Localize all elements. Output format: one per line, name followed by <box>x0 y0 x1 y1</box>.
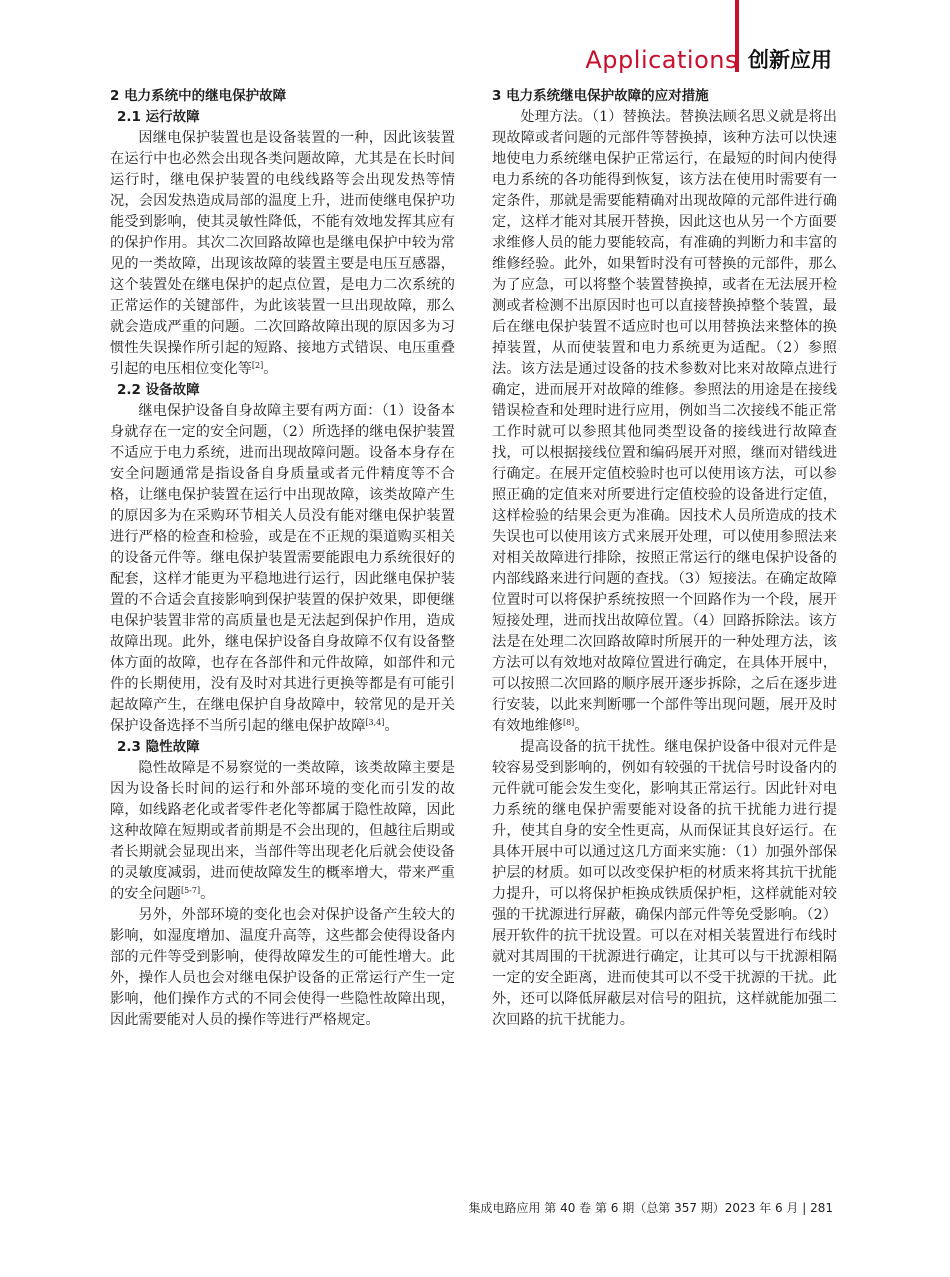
section-2-3-paragraph-1 <box>110 758 455 905</box>
citation: [2] <box>251 361 264 370</box>
header-chinese-title: 创新应用 <box>748 48 832 72</box>
page-footer: 集成电路应用 第 40 卷 第 6 期（总第 357 期）2023 年 6 月 | 281 <box>468 1201 833 1215</box>
left-column <box>110 86 455 1031</box>
section-3-paragraph-2: 提高设备的抗干扰性。继电保护设备中很对元件是较容易受到影响的，例如有较强的干扰信号时设备内的元件就可能会发生变化，影响其正常运行。因此针对电力系统的继电保护需要能对设备的抗干扰能力进行提升，使其自身的安全性更高，从而保证其良好运行。在具体开展中可以通过这几方面来实施：（1）加强外部保护层的材质。如可以改变保护柜的材质来将其抗干扰能力提升，可以将保护柜换成铁质保护柜，这样就能对较强的干扰源进行屏蔽，确保内部元件等免受影响。（2）展开软件的抗干扰设置。可以在对相关装置进行布线时就对其周围的干扰源进行确定，让其可以与干扰源相隔一定的安全距离，进而使其可以不受干扰源的干扰。此外，还可以降低屏蔽层对信号的阻抗，这样就能加强二次回路的抗干扰能力。 <box>492 739 837 1028</box>
section-2-2-paragraph <box>110 401 455 737</box>
section-2-3-paragraph-2: 另外，外部环境的变化也会对保护设备产生较大的影响，如湿度增加、温度升高等，这些都会使得设备内部的元件等受到影响，使得故障发生的可能性增大。此外，操作人员也会对继电保护设备的正常运行产生一定影响，他们操作方式的不同会使得一些隐性故障出现，因此需要能对人员的操作等进行严格规定。 <box>110 907 455 1028</box>
paragraph-end: 。 <box>263 361 278 377</box>
paragraph-text: 处理方法。（1）替换法。替换法顾名思义就是将出现故障或者问题的元部件等替换掉，该种方法可以快速地使电力系统继电保护正常运行，在最短的时间内使得电力系统的各功能得到恢复，该方法在使用时需要有一定条件，那就是需要能精确对出现故障的元部件进行确定，这样才能对其展开替换，因此这也从另一个方面要求维修人员的能力要能较高，有准确的判断力和丰富的维修经验。此外，如果暂时没有可替换的元部件，那么为了应急，可以将整个装置替换掉，或者在无法展开检测或者检测不出原因时也可以直接替换掉整个装置，最后在继电保护装置不适应时也可以用替换法来整体的换掉装置，从而使装置和电力系统更为适配。（2）参照法。该方法是通过设备的技术参数对比来对故障点进行确定，进而展开对故障的维修。参照法的用途是在接线错误检查和处理时进行应用，例如当二次接线不能正常工作时就可以参照其他同类型设备的接线进行故障查找，可以根据接线位置和编码展开对照，继而对错线进行确定。在展开定值校验时也可以使用该方法，可以参照正确的定值来对所要进行定值校验的设备进行定值，这样检验的结果会更为准确。因技术人员所造成的技术失误也可以使用该方式来展开处理，可以使用参照法来对相关故障进行排除，按照正常运行的继电保护设备的内部线路来进行问题的查找。（3）短接法。在确定故障位置时可以将保护系统按照一个回路作为一个段，展开短接处理，进而找出故障位置。（4）回路拆除法。该方法是在处理二次回路故障时所展开的一种处理方法，该方法可以有效地对故障位置进行确定，在具体开展中，可以按照二次回路的顺序展开逐步拆除，之后在逐步进行安装，以此来判断哪一个部件等出现问题，展开及时有效地维修 <box>492 109 837 734</box>
paragraph-end: 。 <box>574 718 589 734</box>
right-column <box>492 86 837 1031</box>
section-2-title: 2 电力系统中的继电保护故障 <box>110 88 287 104</box>
citation: [8] <box>562 718 575 727</box>
section-2-1-title: 2.1 运行故障 <box>117 109 200 125</box>
section-2-2-title: 2.2 设备故障 <box>117 382 200 398</box>
paragraph-text: 因继电保护装置也是设备装置的一种，因此该装置在运行中也必然会出现各类问题故障，尤其是在长时间运行时，继电保护装置的电线线路等会出现发热等情况，会因发热造成局部的温度上升，进而使继电保护功能受到影响，使其灵敏性降低，不能有效地发挥其应有的保护作用。其次二次回路故障也是继电保护中较为常见的一类故障，出现该故障的装置主要是电压互感器，这个装置处在继电保护的起点位置，是电力二次系统的正常运作的关键部件，为此该装置一旦出现故障，那么就会造成严重的问题。二次回路故障出现的原因多为习惯性失误操作所引起的短路、接地方式错误、电压重叠引起的电压相位变化等 <box>110 130 455 377</box>
paragraph-end: 。 <box>384 718 399 734</box>
section-2-1-paragraph <box>110 128 455 380</box>
citation: [5-7] <box>180 886 201 895</box>
section-3-paragraph-1 <box>492 107 837 737</box>
page-header <box>585 44 832 74</box>
citation: [3,4] <box>365 718 385 727</box>
section-2-3-title: 2.3 隐性故障 <box>117 739 200 755</box>
section-3-title: 3 电力系统继电保护故障的应对措施 <box>492 88 709 104</box>
header-english-title: Applications <box>585 46 738 74</box>
paragraph-text: 隐性故障是不易察觉的一类故障，该类故障主要是因为设备长时间的运行和外部环境的变化而引发的故障，如线路老化或者零件老化等都属于隐性故障，因此这种故障在短期或者前期是不会出现的，但越往后期或者长期就会显现出来，当部件等出现老化后就会使设备的灵敏度减弱，进而使故障发生的概率增大，带来严重的安全问题 <box>110 760 455 902</box>
paragraph-end: 。 <box>200 886 215 902</box>
paragraph-text: 继电保护设备自身故障主要有两方面：（1）设备本身就存在一定的安全问题，（2）所选择的继电保护装置不适应于电力系统，进而出现故障问题。设备本身存在安全问题通常是指设备自身质量或者元件精度等不合格，让继电保护装置在运行中出现故障，该类故障产生的原因多为在采购环节相关人员没有能对继电保护装置进行严格的检查和检验，或是在不正规的渠道购买相关的设备元件等。继电保护装置需要能跟电力系统很好的配套，这样才能更为平稳地进行运行，因此继电保护装置的不合适会直接影响到保护装置的保护效果，即便继电保护装置非常的高质量也是无法起到保护作用，造成故障出现。此外，继电保护设备自身故障不仅有设备整体方面的故障，也存在各部件和元件故障，如部件和元件的长期使用，没有及时对其进行更换等都是有可能引起故障产生，在继电保护自身故障中，较常见的是开关保护设备选择不当所引起的继电保护故障 <box>110 403 455 734</box>
